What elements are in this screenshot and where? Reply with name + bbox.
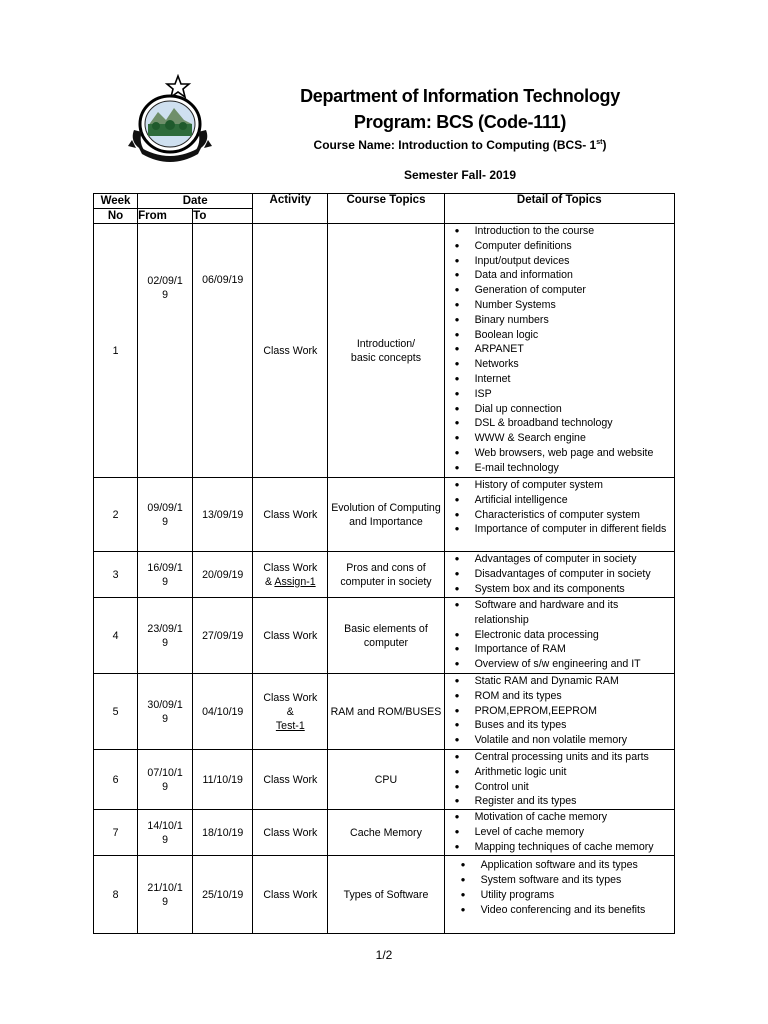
detail-item (451, 704, 674, 719)
bullet-icon: ● (460, 874, 466, 884)
bullet-icon: ● (454, 359, 460, 369)
activity-header: Activity (253, 194, 328, 224)
detail-item-text: History of computer system (474, 479, 603, 491)
detail-item (451, 733, 674, 748)
activity-line: Test-1 (275, 719, 305, 732)
bullet-icon: ● (454, 659, 460, 669)
activity-line: Class Work (263, 344, 318, 357)
bullet-icon: ● (454, 314, 460, 324)
activity-line: Class Work (263, 561, 318, 574)
from-date-cell (138, 674, 193, 750)
detail-item (451, 239, 674, 254)
activity-cell (253, 750, 328, 810)
detail-item-text: Web browsers, web page and website (474, 446, 654, 459)
bullet-icon: ● (460, 860, 466, 870)
bullet-icon: ● (454, 403, 460, 413)
course-topic-line: basic concepts (350, 351, 421, 364)
detail-item (451, 567, 674, 582)
from-date-text: 02/09/19 (147, 275, 183, 301)
course-topic-line: Pros and cons of (346, 561, 426, 574)
activity-cell (253, 552, 328, 598)
week-header: Week (94, 194, 138, 209)
detail-item (451, 357, 674, 372)
bullet-icon: ● (454, 735, 460, 745)
bullet-icon: ● (454, 690, 460, 700)
detail-list (445, 552, 674, 596)
detail-list (445, 856, 674, 917)
detail-item-text: Mapping techniques of cache memory (474, 840, 654, 853)
detail-item-text: E-mail technology (474, 461, 559, 474)
to-date-text: 25/10/19 (202, 888, 244, 901)
bullet-icon: ● (454, 826, 460, 836)
to-date-cell (193, 478, 253, 552)
course-topic-cell (328, 224, 444, 478)
from-date-cell (138, 598, 193, 674)
bullet-icon: ● (460, 889, 466, 899)
to-date-cell (193, 552, 253, 598)
detail-item-text: ARPANET (474, 343, 524, 356)
detail-item-text: System box and its components (474, 582, 625, 595)
topics-header: Course Topics (328, 194, 444, 224)
course-name-superscript: st (596, 139, 603, 146)
detail-item (451, 313, 674, 328)
to-date-text: 06/09/19 (202, 274, 244, 286)
bullet-icon: ● (454, 752, 460, 761)
bullet-icon: ● (454, 494, 460, 504)
week-cell: 4 (94, 598, 138, 674)
week-cell: 3 (94, 552, 138, 598)
course-topic-line: Evolution of Computing (331, 501, 441, 514)
week-cell: 1 (94, 224, 138, 478)
detail-item-text: Register and its types (474, 795, 577, 808)
bullet-icon: ● (454, 240, 460, 250)
course-topic-cell (328, 810, 444, 856)
course-topic-cell (328, 856, 444, 934)
bullet-icon: ● (454, 433, 460, 443)
schedule-body (94, 224, 675, 934)
table-row (94, 674, 675, 750)
week-cell: 5 (94, 674, 138, 750)
page-number: 1/2 (375, 948, 393, 962)
detail-item (451, 840, 674, 855)
table-row (94, 552, 675, 598)
detail-item (451, 416, 674, 431)
detail-item-text: Buses and its types (474, 719, 567, 732)
bullet-icon: ● (454, 329, 460, 339)
bullet-icon: ● (454, 554, 460, 563)
detail-item-text: Computer definitions (474, 239, 572, 252)
week-cell: 2 (94, 478, 138, 552)
bullet-icon: ● (454, 373, 460, 383)
activity-line: Class Work (263, 508, 318, 521)
activity-line: Class Work (263, 773, 318, 786)
detail-item-text: WWW & Search engine (474, 432, 586, 445)
semester-title: Semester Fall- 2019 (403, 168, 517, 182)
table-row (94, 598, 675, 674)
course-name (200, 138, 720, 152)
detail-item (451, 825, 674, 840)
detail-item (451, 372, 674, 387)
from-date-cell (138, 750, 193, 810)
activity-line: & (286, 705, 294, 718)
detail-item-text: Input/output devices (474, 254, 570, 267)
bullet-icon: ● (454, 447, 460, 457)
detail-cell (444, 856, 674, 934)
to-date-cell (193, 674, 253, 750)
from-date-cell (138, 810, 193, 856)
detail-item (451, 342, 674, 357)
to-date-cell (193, 598, 253, 674)
detail-item (451, 794, 674, 809)
detail-item-text: Generation of computer (474, 284, 586, 297)
detail-item (451, 522, 674, 537)
bullet-icon: ● (454, 796, 460, 806)
detail-item-text: Disadvantages of computer in society (474, 567, 651, 580)
course-topic-cell (328, 674, 444, 750)
detail-item-text: PROM,EPROM,EEPROM (474, 704, 597, 717)
to-date-text: 18/10/19 (202, 826, 244, 839)
detail-header: Detail of Topics (444, 194, 674, 224)
detail-item (451, 328, 674, 343)
course-name-text: Course Name: Introduction to Computing (BCS- 1 (313, 138, 597, 152)
bullet-icon: ● (454, 462, 460, 472)
detail-item-text: ISP (474, 387, 492, 400)
table-row (94, 810, 675, 856)
table-header-row (94, 194, 675, 209)
bullet-icon: ● (454, 509, 460, 519)
activity-line: Class Work (263, 888, 318, 901)
from-date-text: 30/09/19 (147, 698, 183, 725)
activity-cell (253, 674, 328, 750)
detail-item (451, 268, 674, 283)
activity-cell (253, 478, 328, 552)
course-topic-cell (328, 478, 444, 552)
program-title: Program: BCS (Code-111) (353, 112, 567, 132)
detail-item (451, 478, 674, 493)
bullet-icon: ● (454, 524, 460, 534)
from-date-text: 16/09/19 (147, 561, 183, 588)
bullet-icon: ● (454, 812, 460, 822)
detail-item (457, 903, 674, 918)
detail-item-text: Level of cache memory (474, 825, 585, 838)
detail-item-text: Importance of RAM (474, 643, 566, 656)
to-header: To (193, 209, 253, 224)
course-topic-cell (328, 598, 444, 674)
course-topic-cell (328, 552, 444, 598)
from-date-text: 09/09/19 (147, 501, 183, 528)
detail-item (451, 780, 674, 795)
activity-cell (253, 224, 328, 478)
detail-item (457, 888, 674, 903)
to-date-text: 13/09/19 (202, 508, 244, 521)
detail-cell (444, 552, 674, 598)
detail-item-text: Arithmetic logic unit (474, 765, 567, 778)
bullet-icon: ● (454, 600, 460, 609)
week-cell: 6 (94, 750, 138, 810)
detail-cell (444, 810, 674, 856)
week-cell: 8 (94, 856, 138, 934)
table-row (94, 856, 675, 934)
detail-item (451, 598, 674, 628)
detail-item (451, 657, 674, 672)
activity-line: Class Work (263, 691, 318, 704)
to-date-cell (193, 810, 253, 856)
detail-cell (444, 598, 674, 674)
bullet-icon: ● (454, 583, 460, 593)
detail-item (451, 493, 674, 508)
activity-cell (253, 810, 328, 856)
table-row (94, 478, 675, 552)
course-name-close: ) (602, 138, 607, 152)
detail-item-text: Dial up connection (474, 402, 562, 415)
course-topic-line: computer (363, 636, 409, 649)
detail-list (445, 478, 674, 537)
detail-item-text: Networks (474, 358, 519, 371)
from-date-cell (138, 856, 193, 934)
from-date-text: 21/10/19 (147, 881, 183, 908)
detail-cell (444, 478, 674, 552)
activity-line: & Assign-1 (264, 575, 316, 588)
detail-item (457, 873, 674, 888)
bullet-icon: ● (454, 226, 460, 235)
detail-item-text: Importance of computer in different fields (474, 523, 667, 536)
detail-item (451, 582, 674, 597)
from-date-text: 14/10/19 (147, 819, 183, 846)
detail-list (445, 674, 674, 748)
to-date-cell (193, 856, 253, 934)
detail-item-text: Number Systems (474, 298, 556, 311)
detail-item (451, 283, 674, 298)
week-no-header: No (94, 209, 138, 224)
detail-item (451, 718, 674, 733)
detail-item (451, 810, 674, 825)
detail-item (451, 674, 674, 689)
detail-item-text: Overview of s/w engineering and IT (474, 658, 641, 671)
course-topic-line: and Importance (349, 515, 423, 528)
bullet-icon: ● (454, 255, 460, 265)
detail-item (451, 298, 674, 313)
detail-item (451, 461, 674, 476)
from-header: From (138, 209, 193, 224)
detail-list (445, 810, 674, 854)
detail-item (451, 254, 674, 269)
detail-item-text: Characteristics of computer system (474, 508, 640, 521)
detail-list (445, 598, 674, 672)
week-cell: 7 (94, 810, 138, 856)
detail-item-text: DSL & broadband technology (474, 417, 613, 430)
course-topic-line: Introduction/ (356, 337, 416, 350)
detail-item (451, 642, 674, 657)
detail-item (457, 858, 674, 873)
course-topic-line: Cache Memory (350, 826, 422, 839)
detail-item-text: Volatile and non volatile memory (474, 734, 628, 747)
department-title: Department of Information Technology (300, 86, 620, 106)
detail-item-text: Central processing units and its parts (474, 751, 649, 763)
detail-item-text: Video conferencing and its benefits (480, 903, 646, 916)
bullet-icon: ● (454, 270, 460, 280)
detail-item-text: Electronic data processing (474, 628, 599, 641)
activity-cell (253, 856, 328, 934)
detail-item (451, 446, 674, 461)
bullet-icon: ● (454, 285, 460, 295)
course-topic-line: Types of Software (343, 888, 429, 901)
bullet-icon: ● (454, 766, 460, 776)
bullet-icon: ● (454, 418, 460, 428)
detail-item (451, 402, 674, 417)
detail-item-text: Advantages of computer in society (474, 553, 637, 565)
detail-cell (444, 224, 674, 478)
detail-item-text: Introduction to the course (474, 225, 595, 237)
course-topic-line: RAM and ROM/BUSES (330, 705, 442, 718)
detail-cell (444, 750, 674, 810)
from-date-cell (138, 478, 193, 552)
detail-item-text: Application software and its types (480, 859, 638, 872)
detail-item-text: Data and information (474, 269, 573, 282)
bullet-icon: ● (454, 480, 460, 489)
detail-item-text: Artificial intelligence (474, 493, 568, 506)
date-header: Date (138, 194, 253, 209)
detail-item-text: Internet (474, 372, 511, 385)
table-row (94, 224, 675, 478)
bullet-icon: ● (454, 344, 460, 354)
detail-list (445, 750, 674, 809)
activity-line: Class Work (263, 826, 318, 839)
from-date-text: 23/09/19 (147, 622, 183, 649)
detail-item (451, 750, 674, 765)
detail-item-text: Control unit (474, 780, 529, 793)
detail-item (451, 628, 674, 643)
detail-item-text: System software and its types (480, 873, 622, 886)
detail-cell (444, 674, 674, 750)
detail-item (451, 224, 674, 239)
activity-line: Class Work (263, 629, 318, 642)
detail-item (451, 431, 674, 446)
to-date-text: 20/09/19 (202, 568, 244, 581)
from-date-cell (138, 224, 193, 478)
detail-item-text: Boolean logic (474, 328, 539, 341)
bullet-icon: ● (454, 388, 460, 398)
course-topic-line: Basic elements of (344, 622, 428, 635)
from-date-text: 07/10/19 (147, 766, 183, 793)
bullet-icon: ● (454, 720, 460, 730)
bullet-icon: ● (454, 676, 460, 685)
bullet-icon: ● (454, 568, 460, 578)
to-date-text: 04/10/19 (202, 705, 244, 718)
schedule-table (93, 193, 675, 934)
to-date-cell (193, 224, 253, 478)
table-row (94, 750, 675, 810)
bullet-icon: ● (454, 705, 460, 715)
from-date-cell (138, 552, 193, 598)
detail-item (451, 689, 674, 704)
detail-item-text: Binary numbers (474, 313, 549, 326)
detail-item-text: Utility programs (480, 888, 555, 901)
course-topic-line: computer in society (340, 575, 432, 588)
bullet-icon: ● (454, 841, 460, 851)
detail-item-text: Motivation of cache memory (474, 811, 608, 824)
bullet-icon: ● (460, 904, 466, 914)
course-topic-cell (328, 750, 444, 810)
detail-item-text: ROM and its types (474, 689, 562, 702)
to-date-text: 11/10/19 (202, 773, 243, 786)
detail-item (451, 552, 674, 567)
detail-item (451, 765, 674, 780)
detail-item-text: Static RAM and Dynamic RAM (474, 675, 619, 687)
activity-cell (253, 598, 328, 674)
to-date-text: 27/09/19 (202, 629, 244, 642)
detail-item-text: Software and hardware and its relationship (474, 599, 619, 626)
bullet-icon: ● (454, 781, 460, 791)
detail-item (451, 387, 674, 402)
bullet-icon: ● (454, 629, 460, 639)
to-date-cell (193, 750, 253, 810)
course-topic-line: CPU (374, 773, 398, 786)
detail-list (445, 224, 674, 476)
bullet-icon: ● (454, 644, 460, 654)
bullet-icon: ● (454, 299, 460, 309)
detail-item (451, 508, 674, 523)
